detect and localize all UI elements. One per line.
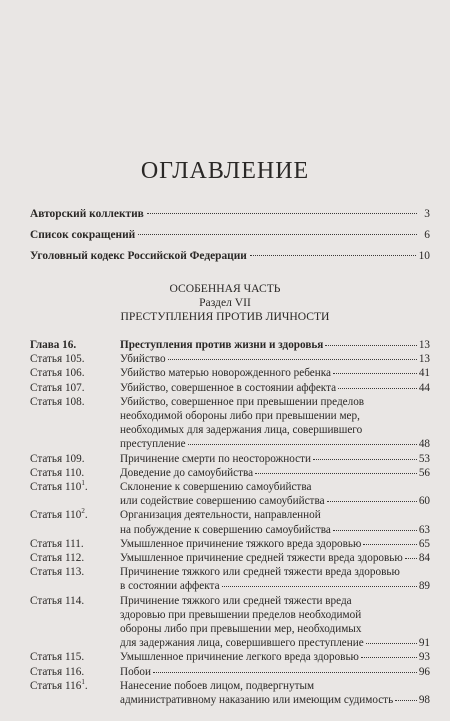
toc-entry[interactable] — [30, 381, 430, 395]
entry-title — [120, 452, 430, 466]
entry-title-line: здоровью при превышении пределов необходимой — [120, 608, 362, 621]
entry-title — [120, 551, 430, 565]
toc-entry[interactable] — [30, 594, 430, 651]
entry-title-line: Убийство, совершенное при превышении пределов — [120, 395, 365, 408]
entry-title-text: Убийство — [120, 353, 166, 366]
toc-entry[interactable] — [30, 537, 430, 551]
page-number: 84 — [418, 552, 430, 565]
toc-entry[interactable] — [30, 565, 430, 593]
entry-number: Статья 109. — [30, 452, 85, 465]
entry-title-text: Убийство матерью новорожденного ребенка — [120, 367, 331, 380]
toc-entry[interactable] — [30, 551, 430, 565]
entry-title-line: необходимых для задержания лица, совершившего — [120, 424, 363, 437]
page-number: 96 — [418, 665, 430, 678]
entry-title-line — [120, 452, 430, 466]
entry-title — [120, 352, 430, 366]
superscript-number: 1 — [81, 677, 85, 686]
entry-title — [120, 381, 430, 395]
dot-leader — [325, 345, 416, 346]
toc-entry[interactable] — [30, 480, 430, 508]
dot-leader — [153, 672, 417, 673]
page-number: 44 — [418, 381, 430, 394]
entry-title-text: Преступления против жизни и здоровья — [120, 339, 324, 351]
section-title: ПРЕСТУПЛЕНИЯ ПРОТИВ ЛИЧНОСТИ — [120, 310, 330, 323]
toc-front-row[interactable] — [30, 250, 430, 271]
entry-title — [120, 665, 430, 679]
entry-title-text: административному наказанию или имеющим судимость — [120, 694, 394, 707]
toc-entries — [30, 338, 430, 707]
dot-leader — [222, 586, 417, 587]
entry-title-text: на побуждение к совершению самоубийства — [120, 523, 331, 536]
entry-title — [120, 338, 430, 352]
entry-number: Статья 108. — [30, 395, 85, 408]
toc-entry[interactable] — [30, 466, 430, 480]
toc-entry[interactable] — [30, 452, 430, 466]
dot-leader — [188, 444, 417, 445]
entry-title — [120, 395, 430, 452]
entry-title-text: Умышленное причинение тяжкого вреда здоровью — [120, 537, 362, 550]
entry-title — [120, 537, 430, 551]
dot-leader — [138, 234, 417, 235]
entry-title-line — [120, 650, 430, 664]
toc-entry[interactable] — [30, 679, 430, 707]
entry-title-line — [120, 466, 430, 480]
entry-title-line — [120, 579, 430, 593]
page-number: 56 — [418, 466, 430, 479]
entry-number: Статья 110. — [30, 466, 85, 479]
dot-leader — [333, 373, 417, 374]
dot-leader — [255, 473, 417, 474]
dot-leader — [363, 544, 416, 545]
entry-title — [120, 480, 430, 508]
entry-title-line: Организация деятельности, направленной — [120, 509, 321, 522]
entry-title-text: Умышленное причинение легкого вреда здоровью — [120, 651, 359, 664]
toc-front-label: Список сокращений — [30, 229, 136, 241]
page-number: 48 — [418, 438, 430, 451]
entry-title-text: Доведение до самоубийства — [120, 466, 254, 479]
page-number: 65 — [418, 537, 430, 550]
entry-title-line — [120, 494, 430, 508]
dot-leader — [361, 657, 417, 658]
part-title: ОСОБЕННАЯ ЧАСТЬ — [169, 282, 281, 295]
entry-title — [120, 366, 430, 380]
dot-leader — [338, 388, 417, 389]
dot-leader — [250, 255, 416, 256]
entry-number: Статья $116^1$. — [30, 677, 88, 692]
entry-title-line: обороны либо при превышении мер, необходимых — [120, 623, 362, 636]
page-number: 60 — [418, 495, 430, 508]
dot-leader — [327, 501, 417, 502]
entry-title-line — [120, 693, 430, 707]
entry-number: Статья 114. — [30, 594, 85, 607]
page-number: 93 — [418, 651, 430, 664]
entry-number: Статья $110^1$. — [30, 479, 88, 494]
entry-title-line: Причинение тяжкого или средней тяжести вреда здоровью — [120, 566, 400, 579]
entry-title-text: Убийство, совершенное в состоянии аффекта — [120, 381, 337, 394]
entry-number: Статья 106. — [30, 367, 85, 380]
entry-title-text: Умышленное причинение средней тяжести вреда здоровью — [120, 552, 403, 565]
entry-title-line: необходимой обороны либо при превышении мер, — [120, 410, 360, 423]
toc-entry[interactable] — [30, 650, 430, 664]
toc-front-label: Авторский коллектив — [30, 208, 144, 220]
entry-title-text: Побои — [120, 665, 151, 678]
dot-leader — [366, 643, 417, 644]
page-number: 13 — [418, 353, 430, 366]
toc-entry[interactable] — [30, 366, 430, 380]
entry-title — [120, 679, 430, 707]
entry-number: Статья 107. — [30, 381, 85, 394]
dot-leader — [168, 359, 417, 360]
toc-front-row[interactable] — [30, 208, 430, 229]
entry-number: Статья 116. — [30, 665, 85, 678]
entry-title — [120, 594, 430, 651]
page-number: 13 — [418, 339, 430, 351]
toc-entry[interactable] — [30, 665, 430, 679]
entry-title-line — [120, 437, 430, 451]
entry-title — [120, 565, 430, 593]
front-matter-list — [30, 208, 430, 271]
entry-title-line — [120, 366, 430, 380]
entry-number: Статья 113. — [30, 566, 85, 579]
entry-title-line: Склонение к совершению самоубийства — [120, 481, 312, 494]
dot-leader — [313, 459, 417, 460]
entry-title-line — [120, 665, 430, 679]
entry-title-text: Причинение смерти по неосторожности — [120, 452, 311, 465]
page-number: 41 — [418, 367, 430, 380]
entry-number: Статья 112. — [30, 552, 85, 565]
entry-title-line — [120, 636, 430, 650]
page-number: 98 — [418, 694, 430, 707]
page-number: 89 — [418, 580, 430, 593]
entry-number: Статья 115. — [30, 651, 85, 664]
toc-front-row[interactable] — [30, 229, 430, 250]
superscript-number: 1 — [81, 479, 85, 488]
page-number: 3 — [424, 208, 430, 220]
entry-number: Статья $110^2$. — [30, 507, 88, 522]
page-number: 6 — [424, 229, 430, 241]
entry-title-text: преступление — [120, 438, 186, 451]
toc-front-label: Уголовный кодекс Российской Федерации — [30, 250, 247, 262]
entry-title — [120, 466, 430, 480]
entry-title-line — [120, 551, 430, 565]
entry-title-line — [120, 338, 430, 352]
toc-entry[interactable] — [30, 338, 430, 352]
superscript-number: 2 — [81, 507, 85, 516]
toc-entry[interactable] — [30, 395, 430, 452]
entry-title-line — [120, 537, 430, 551]
toc-entry[interactable] — [30, 352, 430, 366]
section-label: Раздел VII — [199, 296, 251, 309]
entry-title-line: Причинение тяжкого или средней тяжести вреда — [120, 594, 352, 607]
page-number: 63 — [418, 523, 430, 536]
entry-title-line — [120, 352, 430, 366]
page-title: ОГЛАВЛЕНИЕ — [140, 158, 310, 184]
page-number: 91 — [418, 637, 430, 650]
page-number: 10 — [418, 250, 430, 262]
entry-title-line — [120, 523, 430, 537]
entry-title — [120, 650, 430, 664]
dot-leader — [395, 700, 417, 701]
entry-number: Глава 16. — [30, 339, 77, 351]
dot-leader — [405, 558, 417, 559]
entry-title-line — [120, 381, 430, 395]
entry-title-line: Нанесение побоев лицом, подвергнутым — [120, 679, 315, 692]
page-number: 53 — [418, 452, 430, 465]
dot-leader — [333, 530, 417, 531]
entry-number: Статья 105. — [30, 353, 85, 366]
entry-title-text: для задержания лица, совершившего преступление — [120, 637, 364, 650]
entry-title — [120, 508, 430, 536]
toc-entry[interactable] — [30, 508, 430, 536]
entry-title-text: в состоянии аффекта — [120, 580, 220, 593]
entry-number: Статья 111. — [30, 537, 84, 550]
entry-title-text: или содействие совершению самоубийства — [120, 495, 325, 508]
dot-leader — [147, 213, 417, 214]
